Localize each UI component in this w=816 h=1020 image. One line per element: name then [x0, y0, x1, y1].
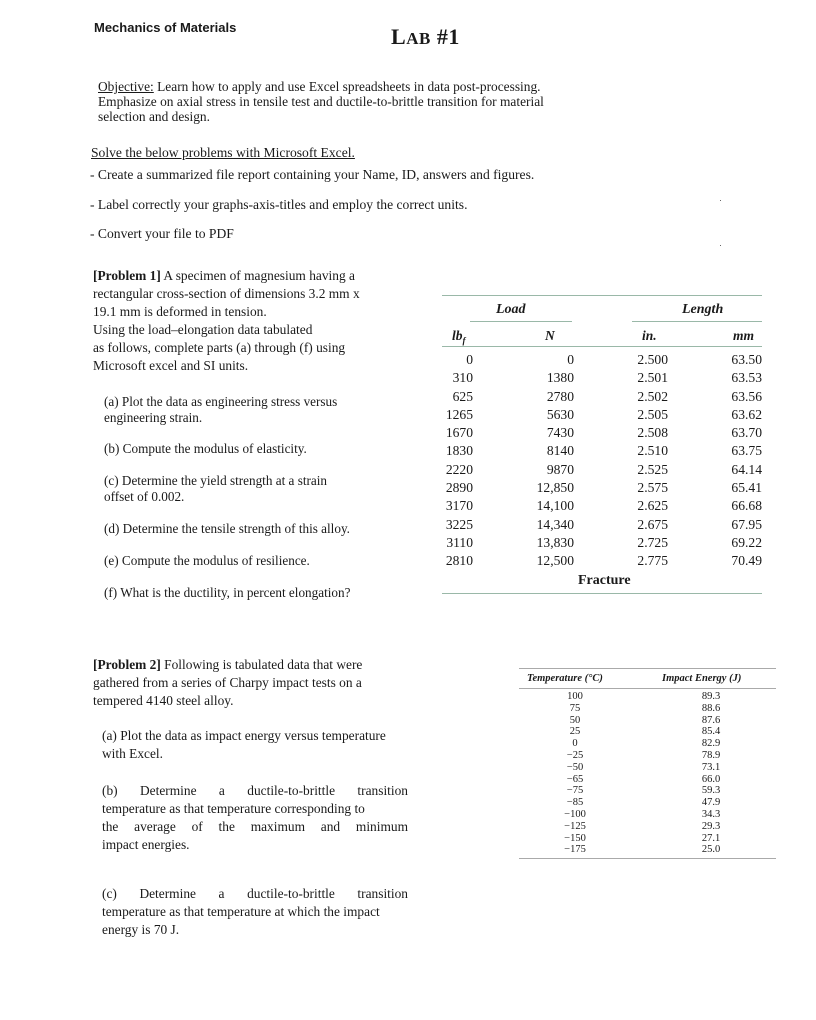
instructions-heading: Solve the below problems with Microsoft Excel.: [91, 145, 355, 160]
table1-cell-lbf: 3170: [445, 498, 473, 514]
problem1-tag: [Problem 1]: [93, 268, 161, 283]
table1-cell-lbf: 1830: [445, 443, 473, 459]
table1-cell-mm: 69.22: [731, 534, 762, 550]
table2-cell-energy: 82.9: [701, 738, 721, 750]
table1-cell-in: 2.500: [637, 352, 668, 367]
table1-cell-mm: 63.53: [731, 370, 762, 386]
problem1-part-d: (d) Determine the tensile strength of this alloy.: [104, 521, 350, 536]
table2-cell-temp: 100: [567, 691, 583, 702]
table1-unit-lbf: $lb_f$: [452, 328, 466, 346]
table2-cell-temp: −125: [564, 820, 586, 832]
table2-cell-energy: 29.3: [701, 820, 721, 832]
table1-cell-lbf: 2890: [445, 480, 473, 496]
table1-cell-mm: 63.50: [731, 352, 762, 367]
table1-load-rule: [470, 321, 572, 322]
table2-cell-energy: 59.3: [701, 785, 721, 797]
table1-cell-lbf: 3225: [445, 516, 473, 532]
problem1-part-f: (f) What is the ductility, in percent elongation?: [104, 585, 351, 600]
table2-cell-energy: 88.6: [701, 702, 721, 714]
table1-col-n: [520, 351, 574, 571]
table1-unit-n: N: [545, 328, 555, 343]
table2-cell-temp: −65: [566, 773, 584, 785]
table1-cell-in: 2.725: [637, 534, 668, 550]
table2-cell-energy: 73.1: [701, 761, 721, 773]
table1-cell-in: 2.510: [637, 443, 668, 459]
table2-cell-temp: 0: [572, 738, 578, 750]
table1-cell-n: 13,830: [536, 534, 574, 550]
table1-cell-n: 1380: [546, 370, 574, 386]
problem1-part-e: (e) Compute the modulus of resilience.: [104, 553, 310, 568]
problem1-part-c: (c) Determine the yield strength at a strain offset of 0.002.: [104, 473, 328, 504]
table1-cell-in: 2.675: [637, 516, 668, 532]
table1-cell-lbf: 1265: [445, 406, 473, 422]
instruction-item: - Label correctly your graphs-axis-titles and employ the correct units.: [90, 197, 468, 212]
table2-cell-energy: 89.3: [701, 691, 721, 702]
table1-cell-n: 12,500: [536, 553, 574, 569]
table1-cell-mm: 63.62: [731, 406, 762, 422]
table1-cell-lbf: 1670: [445, 425, 473, 441]
table1-col-lbf: [430, 351, 473, 571]
table1-cell-n: 9870: [546, 461, 574, 477]
table2-cell-temp: −85: [566, 797, 584, 809]
table2-energy-header: Impact Energy (J): [662, 673, 742, 684]
table2-cell-energy: 34.3: [701, 808, 721, 820]
table1-cell-lbf: 3110: [446, 534, 473, 550]
table2-col-energy: [684, 691, 738, 856]
table1-col-mm: [712, 351, 762, 571]
table1-cell-lbf: 2810: [445, 553, 473, 569]
table1-cell-in: 2.625: [637, 498, 668, 514]
table2-cell-temp: −50: [566, 761, 584, 773]
course-title: Mechanics of Materials: [94, 20, 237, 35]
table1-top-rule: [442, 295, 762, 296]
table1-cell-n: 14,100: [536, 498, 574, 514]
table1-cell-n: 5630: [546, 406, 574, 422]
table1-length-rule: [632, 321, 762, 322]
table1-header-rule: [442, 346, 762, 347]
table2-cell-energy: 78.9: [701, 749, 721, 761]
speck: [720, 245, 721, 246]
table2-cell-temp: −75: [566, 785, 584, 797]
table1-cell-lbf: 0: [466, 352, 473, 367]
table1-cell-mm: 65.41: [731, 480, 762, 496]
table1-cell-in: 2.525: [637, 461, 668, 477]
table2-cell-temp: −175: [564, 844, 586, 856]
table1-cell-n: 8140: [546, 443, 574, 459]
table2-top-rule: [519, 668, 776, 669]
table2-cell-temp: 25: [569, 726, 581, 738]
table2-cell-temp: −100: [564, 808, 586, 820]
problem1-intro: [Problem 1] A specimen of magnesium having a rectangular cross-section of dimensions 3.2 mm x 19.1 mm is deformed in tension. Using the load–elongation data tabulated as follows, complete parts (a) through (f) using Microsoft excel and SI units.: [93, 268, 360, 373]
table1-cell-lbf: 310: [452, 370, 473, 386]
table2-cell-temp: −25: [566, 749, 584, 761]
table1-load-header: Load: [496, 302, 526, 317]
problem2-part-b: (b) Determine a ductile-to-brittle transition temperature as that temperature corresponding to the average of the maximum and minimum impact energies.: [102, 783, 408, 852]
table1-unit-mm: mm: [733, 328, 755, 343]
table2-cell-energy: 66.0: [701, 773, 721, 785]
table1-cell-n: 14,340: [536, 516, 574, 532]
table1-cell-in: 2.501: [637, 370, 668, 386]
table1-length-header: Length: [682, 302, 724, 317]
table1-cell-n: 2780: [546, 388, 574, 404]
table2-col-temp: [548, 691, 602, 856]
table2-cell-energy: 85.4: [701, 726, 721, 738]
table2-cell-energy: 25.0: [701, 844, 721, 856]
problem2-part-a: (a) Plot the data as impact energy versus temperature with Excel.: [102, 728, 386, 761]
table1-cell-n: 7430: [546, 425, 574, 441]
problem1-part-b: (b) Compute the modulus of elasticity.: [104, 441, 307, 456]
table1-cell-in: 2.502: [637, 388, 668, 404]
table1-cell-in: 2.505: [637, 406, 668, 422]
table2-bottom-rule: [519, 858, 776, 859]
table2-cell-energy: 87.6: [701, 714, 721, 726]
objective-label: Objective:: [98, 79, 154, 94]
table2-temp-header: Temperature (°C): [527, 673, 603, 684]
table2-cell-temp: −150: [564, 832, 586, 844]
table1-cell-mm: 66.68: [731, 498, 762, 514]
table1-cell-n: 12,850: [536, 480, 574, 496]
lab-title: LAB #1: [391, 24, 460, 49]
objective: Objective: Learn how to apply and use Excel spreadsheets in data post-processing. Emphasize on axial stress in tensile test and ductile-to-brittle transition for material selection and design.: [98, 79, 544, 124]
table1-cell-in: 2.508: [637, 425, 668, 441]
table1-unit-in: in.: [642, 328, 657, 343]
table2-cell-temp: 75: [569, 702, 581, 714]
table1-cell-lbf: 625: [452, 388, 473, 404]
table1-cell-mm: 67.95: [731, 516, 762, 532]
problem2-intro: [Problem 2] Following is tabulated data that were gathered from a series of Charpy impact tests on a tempered 4140 steel alloy.: [93, 657, 363, 708]
table1-cell-in: 2.575: [637, 480, 668, 496]
table1-fracture-label: Fracture: [578, 573, 631, 588]
problem1-part-a: (a) Plot the data as engineering stress versus engineering strain.: [104, 394, 338, 425]
problem2-tag: [Problem 2]: [93, 657, 161, 672]
instruction-item: - Create a summarized file report containing your Name, ID, answers and figures.: [90, 167, 535, 182]
table1-cell-in: 2.775: [637, 553, 668, 569]
table1-col-in: [620, 351, 668, 571]
table1-cell-mm: 70.49: [731, 553, 762, 569]
table2-cell-energy: 47.9: [701, 797, 721, 809]
table1-cell-n: 0: [567, 352, 574, 367]
instruction-item: - Convert your file to PDF: [90, 226, 234, 241]
problem2-part-c: (c) Determine a ductile-to-brittle transition temperature as that temperature at which the impact energy is 70 J.: [102, 886, 408, 937]
table1-cell-mm: 63.75: [731, 443, 762, 459]
table1-cell-mm: 63.70: [731, 425, 762, 441]
table1-cell-mm: 64.14: [731, 461, 762, 477]
table1-cell-lbf: 2220: [445, 461, 473, 477]
table2-cell-temp: 50: [569, 714, 581, 726]
table2-cell-energy: 27.1: [701, 832, 721, 844]
table1-bottom-rule: [442, 593, 762, 594]
speck: [720, 200, 721, 201]
table1-cell-mm: 63.56: [731, 388, 762, 404]
table2-header-rule: [519, 688, 776, 689]
